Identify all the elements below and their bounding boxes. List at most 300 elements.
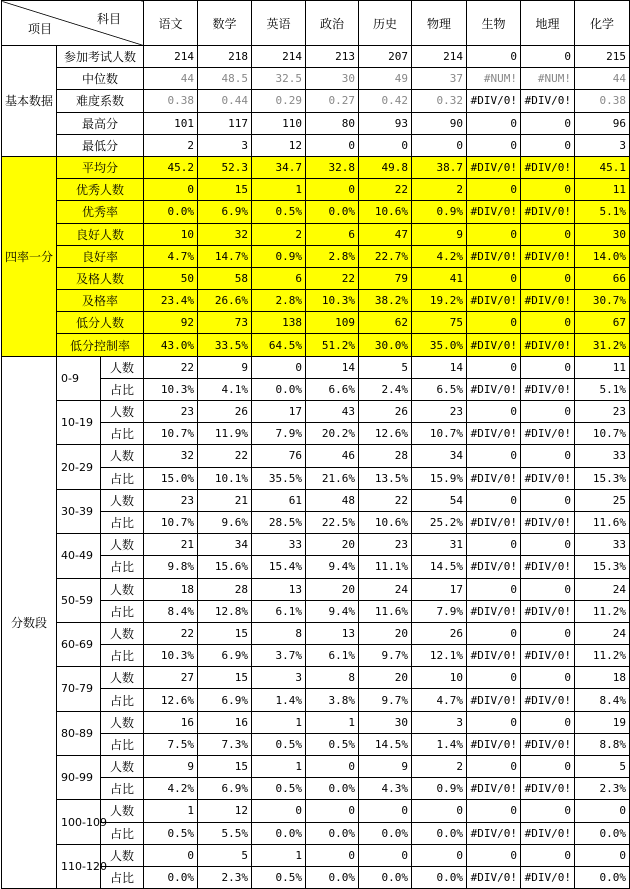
value-cell: 22.5%	[306, 511, 359, 533]
value-cell: 214	[252, 46, 306, 68]
ratio-label: 占比	[101, 556, 144, 578]
value-cell: 0	[467, 445, 521, 467]
value-cell: 10.3%	[144, 645, 198, 667]
value-cell: #DIV/0!	[467, 645, 521, 667]
value-cell: 0	[467, 134, 521, 156]
score-range: 90-99	[57, 756, 101, 800]
value-cell: 0	[467, 223, 521, 245]
value-cell: 35.0%	[412, 334, 467, 356]
value-cell: 0.0%	[252, 822, 306, 844]
band-row	[2, 489, 630, 511]
value-cell: 10.6%	[359, 201, 412, 223]
value-cell: 0	[521, 445, 575, 467]
value-cell: 0	[306, 756, 359, 778]
value-cell: 22	[306, 267, 359, 289]
value-cell: 11	[575, 179, 630, 201]
value-cell: 43.0%	[144, 334, 198, 356]
count-label: 人数	[101, 534, 144, 556]
value-cell: 0	[144, 179, 198, 201]
value-cell: 49	[359, 68, 412, 90]
value-cell: 54	[412, 489, 467, 511]
value-cell: 0	[521, 756, 575, 778]
rates-row	[2, 312, 630, 334]
value-cell: #DIV/0!	[521, 511, 575, 533]
value-cell: 0	[521, 401, 575, 423]
value-cell: 22	[198, 445, 252, 467]
value-cell: 23	[144, 489, 198, 511]
value-cell: 38.2%	[359, 290, 412, 312]
value-cell: 38.7	[412, 156, 467, 178]
count-label: 人数	[101, 756, 144, 778]
value-cell: 0.0%	[144, 201, 198, 223]
row-label: 最高分	[57, 112, 144, 134]
score-range: 40-49	[57, 534, 101, 578]
value-cell: 117	[198, 112, 252, 134]
row-label: 平均分	[57, 156, 144, 178]
value-cell: 0	[575, 844, 630, 866]
value-cell: 92	[144, 312, 198, 334]
value-cell: 109	[306, 312, 359, 334]
value-cell: 4.7%	[144, 245, 198, 267]
count-label: 人数	[101, 445, 144, 467]
value-cell: 101	[144, 112, 198, 134]
value-cell: 0.42	[359, 90, 412, 112]
value-cell: #DIV/0!	[467, 556, 521, 578]
value-cell: 0	[521, 112, 575, 134]
value-cell: 0	[521, 356, 575, 378]
value-cell: #DIV/0!	[521, 156, 575, 178]
value-cell: 22	[359, 489, 412, 511]
score-range: 0-9	[57, 356, 101, 400]
value-cell: 0	[412, 844, 467, 866]
value-cell: 0.9%	[412, 778, 467, 800]
value-cell: 44	[144, 68, 198, 90]
value-cell: #DIV/0!	[467, 511, 521, 533]
ratio-label: 占比	[101, 689, 144, 711]
value-cell: 26	[359, 401, 412, 423]
value-cell: 215	[575, 46, 630, 68]
ratio-label: 占比	[101, 733, 144, 755]
value-cell: 30	[306, 68, 359, 90]
value-cell: #DIV/0!	[467, 245, 521, 267]
value-cell: 6.5%	[412, 378, 467, 400]
value-cell: 0	[412, 134, 467, 156]
value-cell: 0.0%	[252, 378, 306, 400]
value-cell: 0.0%	[359, 866, 412, 888]
value-cell: 2.3%	[198, 866, 252, 888]
value-cell: #DIV/0!	[521, 556, 575, 578]
header-corner	[2, 1, 144, 46]
value-cell: 15.3%	[575, 467, 630, 489]
subject-header: 数学	[198, 1, 252, 46]
value-cell: 73	[198, 312, 252, 334]
value-cell: 20	[359, 622, 412, 644]
value-cell: 0.9%	[252, 245, 306, 267]
row-label: 参加考试人数	[57, 46, 144, 68]
value-cell: 14.5%	[412, 556, 467, 578]
rates-row	[2, 267, 630, 289]
row-label: 优秀率	[57, 201, 144, 223]
row-label: 低分人数	[57, 312, 144, 334]
rates-row	[2, 334, 630, 356]
row-label: 中位数	[57, 68, 144, 90]
value-cell: #DIV/0!	[467, 689, 521, 711]
value-cell: 33	[252, 534, 306, 556]
value-cell: 0	[521, 489, 575, 511]
value-cell: 213	[306, 46, 359, 68]
score-range: 110-120	[57, 844, 101, 888]
value-cell: 11.2%	[575, 600, 630, 622]
value-cell: 20	[306, 534, 359, 556]
value-cell: 45.1	[575, 156, 630, 178]
value-cell: 1	[252, 844, 306, 866]
value-cell: 2	[412, 756, 467, 778]
value-cell: 90	[412, 112, 467, 134]
value-cell: 3	[412, 711, 467, 733]
band-row	[2, 667, 630, 689]
value-cell: 3.8%	[306, 689, 359, 711]
value-cell: 0	[467, 179, 521, 201]
value-cell: 41	[412, 267, 467, 289]
value-cell: 0	[521, 667, 575, 689]
value-cell: 9.7%	[359, 645, 412, 667]
score-range: 30-39	[57, 489, 101, 533]
value-cell: 67	[575, 312, 630, 334]
count-label: 人数	[101, 356, 144, 378]
value-cell: 9.4%	[306, 600, 359, 622]
value-cell: 0.0%	[306, 201, 359, 223]
value-cell: 2	[412, 179, 467, 201]
value-cell: 0.0%	[306, 822, 359, 844]
value-cell: 11.1%	[359, 556, 412, 578]
value-cell: 0	[521, 622, 575, 644]
value-cell: 8	[306, 667, 359, 689]
value-cell: 207	[359, 46, 412, 68]
value-cell: 0.5%	[144, 822, 198, 844]
value-cell: 0	[306, 844, 359, 866]
value-cell: 0	[467, 489, 521, 511]
value-cell: 3	[198, 134, 252, 156]
row-label: 良好率	[57, 245, 144, 267]
value-cell: 33	[575, 445, 630, 467]
value-cell: 25	[575, 489, 630, 511]
value-cell: 0	[467, 800, 521, 822]
value-cell: 10.1%	[198, 467, 252, 489]
value-cell: 7.9%	[252, 423, 306, 445]
value-cell: 1	[252, 179, 306, 201]
value-cell: 34.7	[252, 156, 306, 178]
value-cell: 15.3%	[575, 556, 630, 578]
band-row	[2, 756, 630, 778]
value-cell: #DIV/0!	[467, 156, 521, 178]
value-cell: 11.6%	[575, 511, 630, 533]
value-cell: 5.1%	[575, 378, 630, 400]
value-cell: 9	[144, 756, 198, 778]
ratio-label: 占比	[101, 866, 144, 888]
value-cell: 7.9%	[412, 600, 467, 622]
value-cell: 4.7%	[412, 689, 467, 711]
basic-row	[2, 90, 630, 112]
value-cell: 0.32	[412, 90, 467, 112]
value-cell: 0.5%	[252, 866, 306, 888]
value-cell: 2	[252, 223, 306, 245]
value-cell: 22	[359, 179, 412, 201]
value-cell: 43	[306, 401, 359, 423]
value-cell: 22	[144, 622, 198, 644]
value-cell: 23	[359, 534, 412, 556]
ratio-label: 占比	[101, 600, 144, 622]
count-label: 人数	[101, 667, 144, 689]
score-analysis-table	[1, 0, 630, 889]
row-label: 及格率	[57, 290, 144, 312]
value-cell: 26.6%	[198, 290, 252, 312]
value-cell: 30	[575, 223, 630, 245]
value-cell: 6.9%	[198, 778, 252, 800]
bands-group-label: 分数段	[2, 356, 57, 889]
value-cell: 0	[521, 844, 575, 866]
value-cell: 24	[359, 578, 412, 600]
value-cell: 10.7%	[144, 423, 198, 445]
value-cell: 32	[144, 445, 198, 467]
value-cell: 0.27	[306, 90, 359, 112]
basic-row	[2, 46, 630, 68]
value-cell: 46	[306, 445, 359, 467]
value-cell: #DIV/0!	[467, 90, 521, 112]
value-cell: 0.0%	[359, 822, 412, 844]
value-cell: 15.9%	[412, 467, 467, 489]
value-cell: #DIV/0!	[521, 90, 575, 112]
value-cell: 23.4%	[144, 290, 198, 312]
value-cell: 0.9%	[412, 201, 467, 223]
value-cell: 0	[467, 356, 521, 378]
value-cell: 19.2%	[412, 290, 467, 312]
value-cell: 8	[252, 622, 306, 644]
ratio-label: 占比	[101, 423, 144, 445]
band-row	[2, 844, 630, 866]
value-cell: 1	[252, 756, 306, 778]
value-cell: #DIV/0!	[467, 778, 521, 800]
value-cell: 14.5%	[359, 733, 412, 755]
value-cell: 12.8%	[198, 600, 252, 622]
value-cell: 6	[252, 267, 306, 289]
value-cell: 2	[144, 134, 198, 156]
value-cell: 0	[467, 112, 521, 134]
score-range: 60-69	[57, 622, 101, 666]
row-label: 优秀人数	[57, 179, 144, 201]
value-cell: 15.0%	[144, 467, 198, 489]
value-cell: 48.5	[198, 68, 252, 90]
value-cell: 2.8%	[252, 290, 306, 312]
value-cell: 80	[306, 112, 359, 134]
value-cell: 0	[521, 711, 575, 733]
value-cell: 0.0%	[306, 866, 359, 888]
value-cell: 0.29	[252, 90, 306, 112]
value-cell: 4.1%	[198, 378, 252, 400]
basic-group-label: 基本数据	[2, 46, 57, 157]
value-cell: #DIV/0!	[521, 201, 575, 223]
value-cell: 10	[144, 223, 198, 245]
rates-row	[2, 245, 630, 267]
value-cell: 1.4%	[252, 689, 306, 711]
value-cell: #DIV/0!	[521, 378, 575, 400]
value-cell: 1	[252, 711, 306, 733]
value-cell: 3	[252, 667, 306, 689]
value-cell: 7.3%	[198, 733, 252, 755]
value-cell: 214	[412, 46, 467, 68]
value-cell: 4.2%	[412, 245, 467, 267]
value-cell: 14	[306, 356, 359, 378]
value-cell: #DIV/0!	[467, 334, 521, 356]
value-cell: 4.3%	[359, 778, 412, 800]
value-cell: 24	[575, 578, 630, 600]
ratio-label: 占比	[101, 467, 144, 489]
ratio-label: 占比	[101, 378, 144, 400]
value-cell: 15	[198, 756, 252, 778]
count-label: 人数	[101, 800, 144, 822]
band-row	[2, 445, 630, 467]
row-label: 难度系数	[57, 90, 144, 112]
value-cell: 0.38	[575, 90, 630, 112]
value-cell: 19	[575, 711, 630, 733]
subject-header: 地理	[521, 1, 575, 46]
value-cell: 10.6%	[359, 511, 412, 533]
row-label: 低分控制率	[57, 334, 144, 356]
basic-row	[2, 112, 630, 134]
value-cell: 6.6%	[306, 378, 359, 400]
value-cell: 16	[198, 711, 252, 733]
value-cell: 0	[467, 46, 521, 68]
value-cell: #DIV/0!	[467, 423, 521, 445]
value-cell: 2.3%	[575, 778, 630, 800]
value-cell: 1.4%	[412, 733, 467, 755]
value-cell: 23	[412, 401, 467, 423]
value-cell: 0	[521, 223, 575, 245]
value-cell: 5	[198, 844, 252, 866]
value-cell: 0	[467, 667, 521, 689]
band-row	[2, 800, 630, 822]
value-cell: 0	[359, 844, 412, 866]
rates-row	[2, 201, 630, 223]
value-cell: 14.7%	[198, 245, 252, 267]
value-cell: #DIV/0!	[521, 689, 575, 711]
value-cell: 20.2%	[306, 423, 359, 445]
value-cell: 0	[467, 844, 521, 866]
band-row	[2, 356, 630, 378]
value-cell: 28	[198, 578, 252, 600]
ratio-label: 占比	[101, 822, 144, 844]
value-cell: 0	[521, 179, 575, 201]
subject-header: 化学	[575, 1, 630, 46]
value-cell: 28	[359, 445, 412, 467]
value-cell: 61	[252, 489, 306, 511]
value-cell: #DIV/0!	[467, 866, 521, 888]
value-cell: 0	[306, 134, 359, 156]
value-cell: 50	[144, 267, 198, 289]
value-cell: 0	[521, 800, 575, 822]
value-cell: #DIV/0!	[467, 600, 521, 622]
subject-header: 物理	[412, 1, 467, 46]
value-cell: 11.2%	[575, 645, 630, 667]
value-cell: 10.7%	[144, 511, 198, 533]
band-row	[2, 578, 630, 600]
value-cell: 0	[467, 622, 521, 644]
value-cell: 22	[144, 356, 198, 378]
value-cell: 9.4%	[306, 556, 359, 578]
value-cell: #DIV/0!	[521, 245, 575, 267]
value-cell: 79	[359, 267, 412, 289]
value-cell: 1	[306, 711, 359, 733]
value-cell: 23	[575, 401, 630, 423]
rates-row	[2, 156, 630, 178]
value-cell: #DIV/0!	[521, 733, 575, 755]
value-cell: 21.6%	[306, 467, 359, 489]
ratio-label: 占比	[101, 778, 144, 800]
value-cell: 0.5%	[252, 778, 306, 800]
value-cell: 0.0%	[412, 866, 467, 888]
count-label: 人数	[101, 401, 144, 423]
value-cell: 28.5%	[252, 511, 306, 533]
value-cell: 17	[252, 401, 306, 423]
value-cell: 10.7%	[412, 423, 467, 445]
value-cell: 48	[306, 489, 359, 511]
value-cell: 9.8%	[144, 556, 198, 578]
value-cell: 12	[252, 134, 306, 156]
value-cell: 8.4%	[575, 689, 630, 711]
basic-row	[2, 134, 630, 156]
value-cell: #DIV/0!	[521, 467, 575, 489]
value-cell: 47	[359, 223, 412, 245]
value-cell: 0	[467, 711, 521, 733]
value-cell: 11.9%	[198, 423, 252, 445]
value-cell: #DIV/0!	[521, 334, 575, 356]
value-cell: 0	[521, 267, 575, 289]
value-cell: 0.0%	[575, 822, 630, 844]
corner-subject-label: 科目	[97, 12, 122, 26]
value-cell: 64.5%	[252, 334, 306, 356]
count-label: 人数	[101, 578, 144, 600]
value-cell: 24	[575, 622, 630, 644]
value-cell: 2.4%	[359, 378, 412, 400]
value-cell: 0	[467, 267, 521, 289]
band-row	[2, 622, 630, 644]
value-cell: 0.5%	[252, 733, 306, 755]
corner-item-label: 项目	[28, 22, 53, 36]
value-cell: 12.6%	[144, 689, 198, 711]
value-cell: 22.7%	[359, 245, 412, 267]
value-cell: 26	[198, 401, 252, 423]
value-cell: 0	[521, 312, 575, 334]
score-range: 80-89	[57, 711, 101, 755]
value-cell: #NUM!	[467, 68, 521, 90]
value-cell: 37	[412, 68, 467, 90]
value-cell: 0	[521, 46, 575, 68]
value-cell: 44	[575, 68, 630, 90]
value-cell: 0	[521, 578, 575, 600]
value-cell: 6.1%	[252, 600, 306, 622]
value-cell: 34	[412, 445, 467, 467]
value-cell: 14	[412, 356, 467, 378]
value-cell: 110	[252, 112, 306, 134]
value-cell: 15	[198, 179, 252, 201]
value-cell: 0	[521, 134, 575, 156]
band-row	[2, 711, 630, 733]
value-cell: 0	[252, 800, 306, 822]
value-cell: 96	[575, 112, 630, 134]
value-cell: 33	[575, 534, 630, 556]
value-cell: 0.38	[144, 90, 198, 112]
value-cell: 0	[575, 800, 630, 822]
value-cell: 10.7%	[575, 423, 630, 445]
